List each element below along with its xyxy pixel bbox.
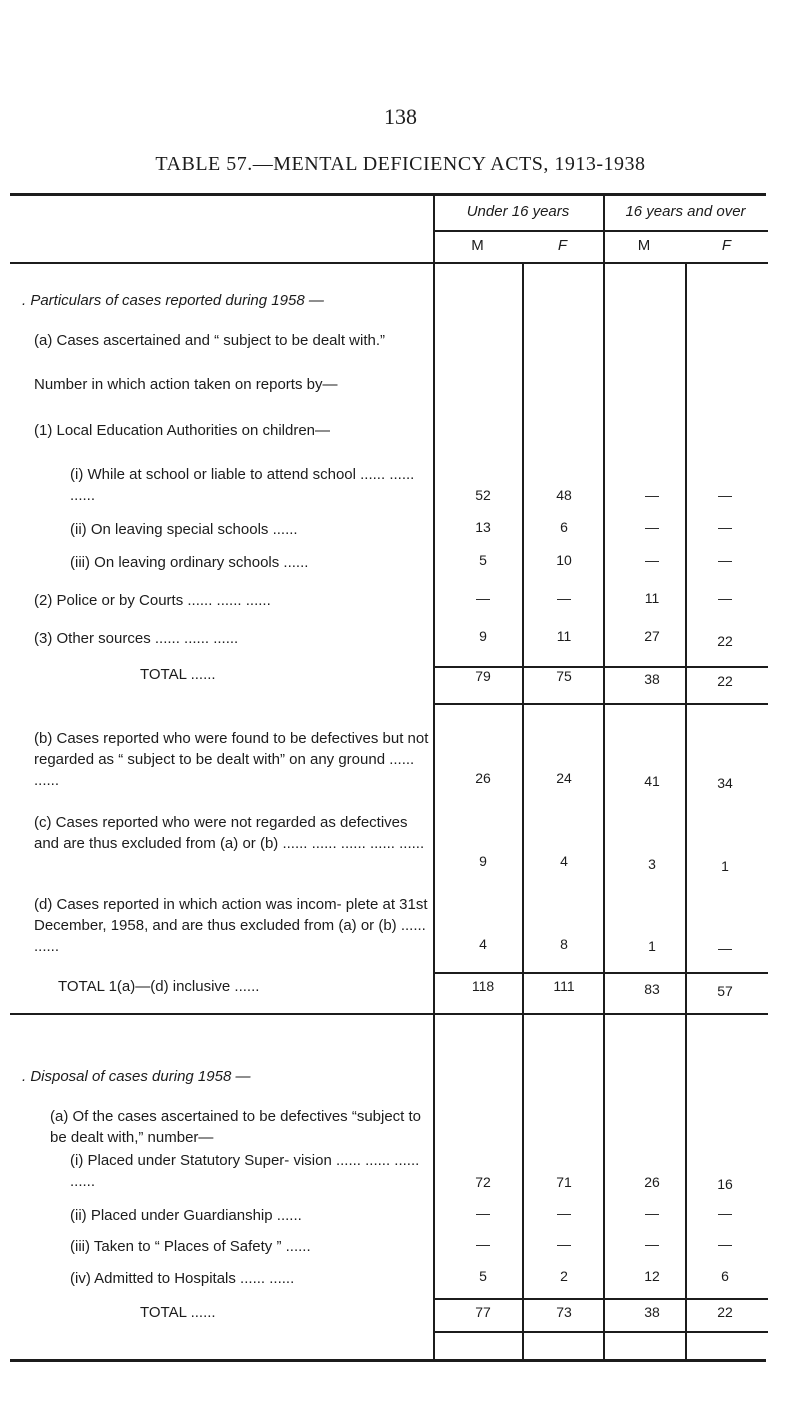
cell-m2: 26 — [644, 1174, 660, 1190]
column-divider-label — [433, 196, 435, 1359]
cell-m2: 38 — [644, 671, 660, 687]
cell-f1: 75 — [556, 668, 572, 684]
cell-m1: 52 — [475, 487, 491, 503]
header-f-under-16: F — [557, 237, 568, 254]
cell-m2: 38 — [644, 1304, 660, 1320]
row-label: (i) Placed under Statutory Super- vision ...... ...... ...... ...... — [70, 1152, 420, 1190]
section1-number-label: Number in which action taken on reports by— — [34, 376, 338, 393]
row-label: (3) Other sources ...... ...... ...... — [34, 630, 239, 647]
cell-f1: 11 — [556, 628, 572, 644]
cell-m2: 83 — [644, 981, 660, 997]
row-label: (ii) Placed under Guardianship ...... — [70, 1207, 302, 1224]
cell-f1: — — [557, 590, 571, 606]
section2-total-bottom-rule — [433, 1331, 768, 1333]
cell-f1: 71 — [556, 1174, 572, 1190]
cell-m2: — — [645, 519, 659, 535]
cell-f2: — — [718, 519, 732, 535]
row-label: (iv) Admitted to Hospitals ...... ...... — [70, 1270, 295, 1287]
cell-m2: 11 — [644, 590, 660, 606]
cell-f2: — — [718, 590, 732, 606]
cell-m2: 41 — [644, 773, 660, 789]
cell-f2: 34 — [717, 775, 733, 791]
table-title: TABLE 57.—MENTAL DEFICIENCY ACTS, 1913-1938 — [155, 153, 646, 175]
cell-m2: 27 — [644, 628, 660, 644]
cell-f2: 22 — [717, 633, 733, 649]
section2-total-top-rule — [433, 1298, 768, 1300]
cell-m1: — — [476, 1236, 490, 1252]
cell-m1: 72 — [475, 1174, 491, 1190]
cell-f1: 2 — [560, 1268, 568, 1284]
column-divider-m2-f2 — [685, 262, 687, 1359]
cell-f1: 111 — [553, 978, 575, 994]
cell-m2: — — [645, 552, 659, 568]
row-label: (iii) Taken to “ Places of Safety ” ...... — [70, 1238, 311, 1255]
column-divider-groups — [603, 196, 605, 1359]
cell-f2: 1 — [721, 858, 729, 874]
cell-m1: 9 — [479, 853, 487, 869]
header-f-over-16: F — [721, 237, 732, 254]
cell-f1: 24 — [556, 770, 572, 786]
row-label: (ii) On leaving special schools ...... — [70, 521, 298, 538]
cell-m1: — — [476, 1205, 490, 1221]
cell-m1: 4 — [479, 936, 487, 952]
cell-f2: — — [718, 1236, 732, 1252]
cell-f2: — — [718, 940, 732, 956]
cell-m1: 26 — [475, 770, 491, 786]
section-divider-rule — [10, 1013, 768, 1015]
cell-m1: 77 — [475, 1304, 491, 1320]
cell-f2: 57 — [717, 983, 733, 999]
top-rule — [10, 193, 766, 196]
cell-m2: 12 — [644, 1268, 660, 1284]
header-under-16: Under 16 years — [466, 203, 570, 220]
cell-m1: 5 — [479, 552, 487, 568]
cell-m1: 9 — [479, 628, 487, 644]
header-m-over-16: M — [637, 237, 651, 254]
section1-lea-label: (1) Local Education Authorities on children— — [34, 422, 331, 439]
cell-f1: — — [557, 1205, 571, 1221]
grand-total-top-rule — [433, 972, 768, 974]
cell-m2: — — [645, 1205, 659, 1221]
row-label-b: (b) Cases reported who were found to be defectives but not regarded as “ subject to be dealt with” on any ground ...... ...... — [34, 730, 429, 789]
cell-m1: 13 — [475, 519, 491, 535]
cell-f2: — — [718, 552, 732, 568]
header-bottom-rule — [10, 262, 768, 264]
section1-a-label: (a) Cases ascertained and “ subject to be dealt with.” — [34, 332, 386, 349]
cell-f1: 10 — [556, 552, 572, 568]
cell-m2: — — [645, 1236, 659, 1252]
cell-m1: 79 — [475, 668, 491, 684]
grand-total-label: TOTAL 1(a)—(d) inclusive ...... — [58, 978, 260, 995]
section2-total-label: TOTAL ...... — [140, 1304, 216, 1321]
row-label: (iii) On leaving ordinary schools ...... — [70, 554, 309, 571]
cell-f2: — — [718, 1205, 732, 1221]
cell-m1: 5 — [479, 1268, 487, 1284]
section2-heading: . Disposal of cases during 1958 — — [22, 1068, 251, 1085]
cell-m2: 1 — [648, 938, 656, 954]
total-bottom-rule — [433, 703, 768, 705]
cell-f1: 6 — [560, 519, 568, 535]
cell-f2: 22 — [717, 673, 733, 689]
header-m-under-16: M — [471, 237, 484, 254]
cell-f2: 6 — [721, 1268, 729, 1284]
cell-f1: 48 — [556, 487, 572, 503]
cell-f1: 4 — [560, 853, 568, 869]
cell-m1: 118 — [471, 978, 495, 994]
header-16-and-over: 16 years and over — [625, 203, 746, 220]
row-label: (i) While at school or liable to attend school ...... ...... ...... — [70, 466, 415, 504]
section2-a-label: (a) Of the cases ascertained to be defectives “subject to be dealt with,” number— — [50, 1108, 422, 1146]
cell-f1: — — [557, 1236, 571, 1252]
total-label: TOTAL ...... — [140, 666, 216, 683]
cell-m2: — — [645, 487, 659, 503]
header-group-rule — [433, 230, 768, 232]
column-divider-m1-f1 — [522, 262, 524, 1359]
page-number: 138 — [384, 104, 417, 129]
cell-f2: 16 — [717, 1176, 733, 1192]
row-label-c: (c) Cases reported who were not regarded as defectives and are thus excluded from (a) or (b) ...... ...... ...... ...... ...... — [34, 814, 425, 852]
cell-f1: 8 — [560, 936, 568, 952]
cell-f2: 22 — [717, 1304, 733, 1320]
cell-f2: — — [718, 487, 732, 503]
row-label-d: (d) Cases reported in which action was incom- plete at 31st December, 1958, and are thus excluded from (a) or (b) ...... ...... — [34, 896, 428, 955]
cell-f1: 73 — [556, 1304, 572, 1320]
section1-heading: . Particulars of cases reported during 1958 — — [22, 292, 324, 309]
bottom-rule — [10, 1359, 766, 1362]
row-label: (2) Police or by Courts ...... ...... ...... — [34, 592, 271, 609]
cell-m1: — — [476, 590, 490, 606]
cell-m2: 3 — [648, 856, 656, 872]
